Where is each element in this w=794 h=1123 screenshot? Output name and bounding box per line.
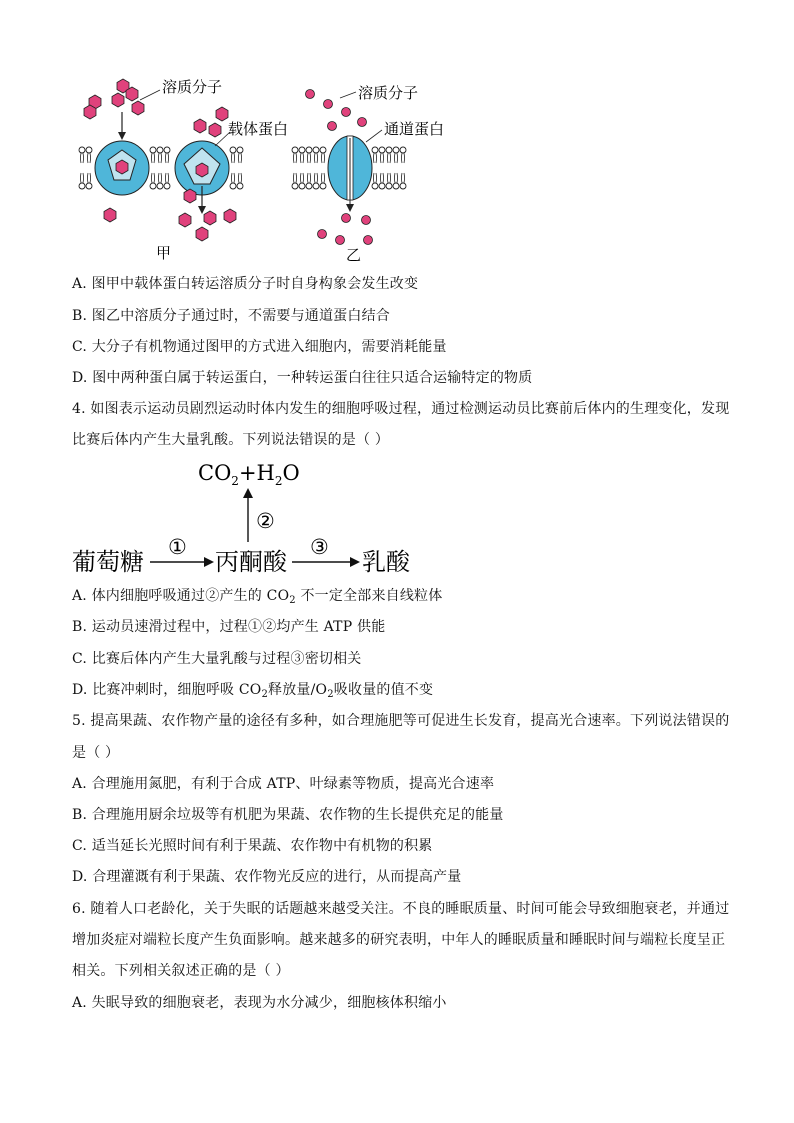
- q4-option-d-post: 吸收量的值不变: [333, 682, 434, 698]
- step3-label: ③: [310, 535, 329, 559]
- q4-option-a: [72, 587, 442, 610]
- q3-option-c: C. 大分子有机物通过图甲的方式进入细胞内，需要消耗能量: [72, 339, 447, 355]
- q4-option-d: [72, 681, 433, 704]
- q6-stem-line1: 6. 随着人口老龄化，关于失眠的话题越来越受关注。不良的睡眠质量、时间可能会导致细胞衰老，并通过: [72, 901, 730, 917]
- q5-option-a: A. 合理施用氮肥，有利于合成 ATP、叶绿素等物质，提高光合速率: [72, 776, 495, 792]
- label-jia: 甲: [156, 245, 172, 262]
- h2o-sub: 2: [274, 474, 283, 488]
- plus-h-text: +H: [238, 461, 275, 485]
- membrane-jia: [79, 79, 243, 241]
- q6-option-a: A. 失眠导致的细胞衰老，表现为水分减少，细胞核体积缩小: [72, 995, 447, 1011]
- q4-option-d-mid: 释放量/O: [268, 682, 328, 698]
- label-channel: 通道蛋白: [384, 121, 445, 138]
- lactate-label: 乳酸: [362, 548, 410, 576]
- q6-stem-line3: 相关。下列相关叙述正确的是（ ）: [72, 963, 290, 979]
- carrier-protein-1: [95, 141, 149, 195]
- q5-option-b: B. 合理施用厨余垃圾等有机肥为果蔬、农作物的生长提供充足的能量: [72, 807, 504, 823]
- o-text: O: [282, 461, 300, 485]
- co2-text: CO: [198, 461, 232, 485]
- q5-stem-line1: 5. 提高果蔬、农作物产量的途径有多种，如合理施肥等可促进生长发育，提高光合速率。下列说法错误的: [72, 713, 730, 729]
- membrane-yi: [292, 90, 406, 245]
- pyruvate-label: 丙酮酸: [215, 548, 287, 576]
- q3-option-a: A. 图甲中载体蛋白转运溶质分子时自身构象会发生改变: [72, 276, 419, 292]
- label-solute-left: 溶质分子: [162, 79, 223, 96]
- co2-sub: 2: [231, 474, 239, 488]
- q4-option-d-pre: D. 比赛冲刺时，细胞呼吸 CO: [72, 682, 262, 698]
- q4-stem-line2: 比赛后体内产生大量乳酸。下列说法错误的是（ ）: [72, 432, 390, 448]
- label-carrier: 载体蛋白: [228, 121, 289, 138]
- q4-option-b: B. 运动员速滑过程中，过程①②均产生 ATP 供能: [72, 619, 386, 635]
- label-yi: 乙: [346, 247, 362, 264]
- q3-option-d: D. 图中两种蛋白属于转运蛋白，一种转运蛋白往往只适合运输特定的物质: [72, 370, 533, 386]
- svg-text:CO2+H2O: [198, 461, 300, 488]
- q4-option-a-sub: 2: [289, 595, 296, 606]
- q3-option-b: B. 图乙中溶质分子通过时，不需要与通道蛋白结合: [72, 308, 390, 324]
- q4-option-a-pre: A. 体内细胞呼吸通过②产生的 CO: [72, 588, 290, 604]
- q4-stem-line1: 4. 如图表示运动员剧烈运动时体内发生的细胞呼吸过程，通过检测运动员比赛前后体内的生理变化，发现: [72, 401, 730, 417]
- q4-option-d-sub1: 2: [261, 689, 269, 700]
- q4-option-a-post: 不一定全部来自线粒体: [295, 588, 443, 604]
- transport-protein-figure: [70, 68, 490, 268]
- q5-stem-line2: 是（ ）: [72, 745, 120, 761]
- step1-label: ①: [168, 535, 187, 559]
- respiration-diagram: [70, 458, 430, 583]
- q4-option-c: C. 比赛后体内产生大量乳酸与过程③密切相关: [72, 651, 362, 667]
- glucose-label: 葡萄糖: [72, 548, 144, 576]
- q6-stem-line2: 增加炎症对端粒长度产生负面影响。越来越多的研究表明，中年人的睡眠质量和睡眠时间与端粒长度呈正: [72, 932, 726, 948]
- step2-label: ②: [256, 509, 275, 533]
- label-solute-right: 溶质分子: [358, 85, 419, 102]
- q4-option-d-sub2: 2: [327, 689, 334, 700]
- q5-option-d: D. 合理灌溉有利于果蔬、农作物光反应的进行，从而提高产量: [72, 869, 462, 885]
- q5-option-c: C. 适当延长光照时间有利于果蔬、农作物中有机物的积累: [72, 838, 433, 854]
